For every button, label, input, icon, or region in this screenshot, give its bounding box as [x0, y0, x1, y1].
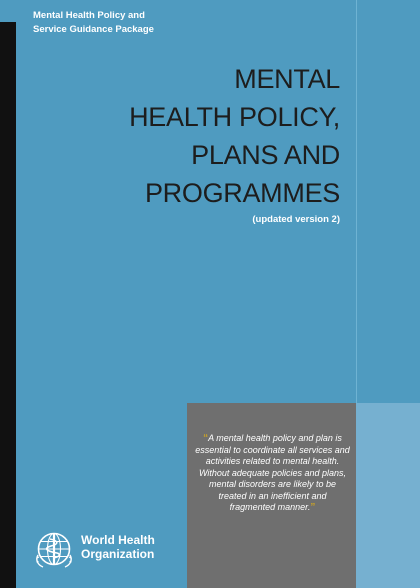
quote-box [187, 403, 356, 588]
who-emblem-icon [34, 529, 74, 569]
title-line-2: HEALTH POLICY, [129, 102, 340, 132]
accent-bar [0, 22, 16, 588]
version-note: (updated version 2) [252, 214, 340, 225]
close-quote-mark: ” [310, 502, 316, 513]
organization-name-line-2: Organization [81, 547, 155, 561]
quote-text-block [195, 433, 350, 514]
organization-name [81, 533, 201, 561]
quote-text: A mental health policy and plan is essential to coordinate all services and activities related to mental health. Without adequate policies and plans, mental disorders are likely to be treated in an inefficient and fragmented manner. [195, 433, 350, 512]
title-line-1: MENTAL [234, 64, 340, 94]
open-quote-mark: “ [203, 433, 209, 444]
series-title-line-2: Service Guidance Package [33, 24, 154, 35]
organization-name-line-1: World Health [81, 533, 155, 547]
pale-blue-block [356, 403, 420, 588]
document-title [40, 60, 340, 212]
series-title [33, 9, 233, 37]
series-title-line-1: Mental Health Policy and [33, 10, 145, 21]
vertical-divider [356, 0, 357, 403]
title-line-3: PLANS AND [191, 140, 340, 170]
title-line-4: PROGRAMMES [144, 178, 340, 208]
